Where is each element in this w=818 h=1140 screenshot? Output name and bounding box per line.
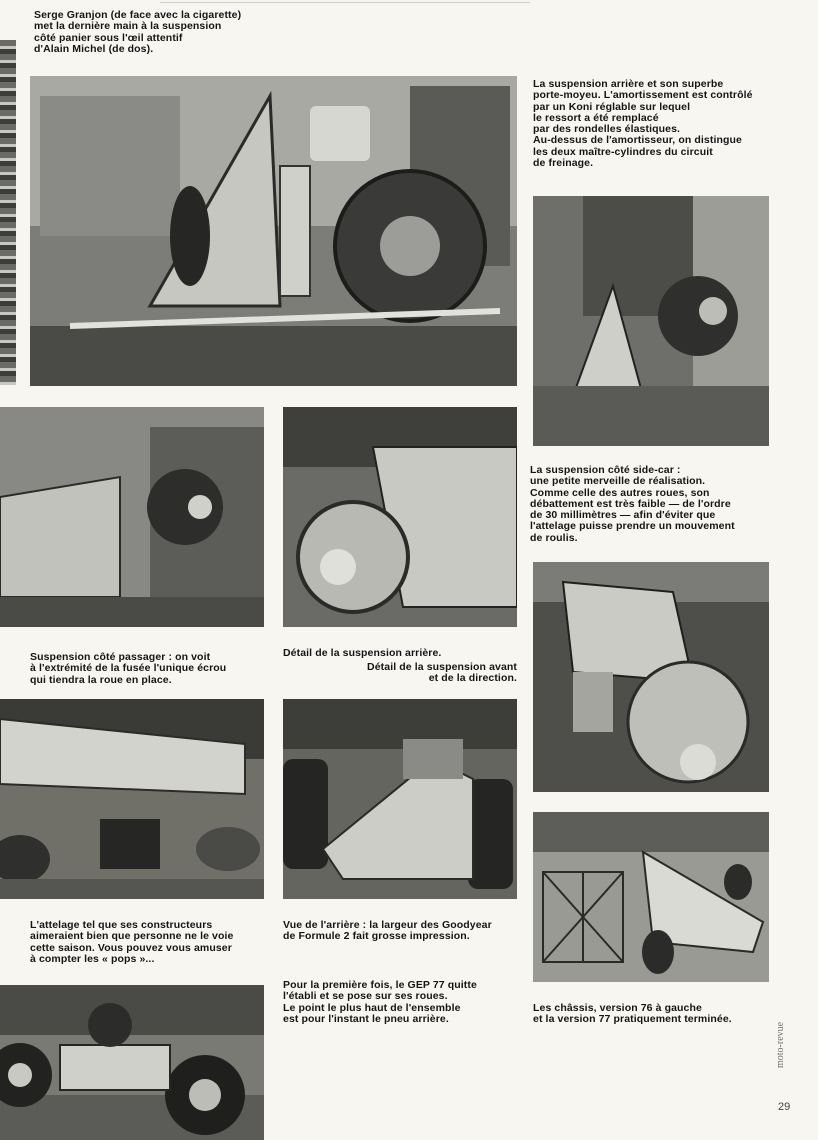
adjacent-page-edge	[0, 40, 16, 385]
caption-rear-view: Vue de l'arrière : la largeur des Goodyear de Formule 2 fait grosse impression.	[283, 919, 492, 943]
caption-sidecar-suspension: La suspension côté side-car : une petite merveille de réalisation. Comme celle des autres roues, son débattement est très faible — de l'ordre de 30 millimètres — afin d'éviter que l'attelage puisse prendre un mouvement de roulis.	[530, 464, 735, 544]
caption-chassis: Les châssis, version 76 à gauche et la version 77 pratiquement terminée.	[533, 1002, 732, 1026]
photo-chassis	[533, 812, 769, 982]
photo-passenger-suspension	[0, 407, 264, 627]
photo-workshop-suspension	[30, 76, 517, 386]
photo-attelage	[0, 699, 264, 899]
caption-rear-suspension: La suspension arrière et son superbe porte-moyeu. L'amortissement est contrôlé par un Koni réglable sur lequel le ressort a été remplacé par des rondelles élastiques. Au-dessus de l'amortisseur, on distingue les deux maître-cylindres du circuit de freinage.	[533, 78, 753, 170]
photo-gep77-on-wheels	[0, 985, 264, 1140]
caption-rear-detail: Détail de la suspension arrière.	[283, 647, 442, 659]
top-rule	[160, 2, 530, 3]
photo-rear-detail	[283, 407, 517, 627]
photo-sidecar-suspension	[533, 196, 769, 446]
photo-rear-view	[283, 699, 517, 899]
caption-first-time: Pour la première fois, le GEP 77 quitte l'établi et se pose sur ses roues. Le point le plus haut de l'ensemble est pour l'instant le pneu arrière.	[283, 979, 477, 1025]
caption-front-detail: Détail de la suspension avant et de la direction.	[367, 661, 517, 685]
caption-attelage: L'attelage tel que ses constructeurs aimeraient bien que personne ne le voie cette saison. Vous pouvez vous amuser à compter les « pops »...	[30, 919, 234, 965]
photo-front-detail	[533, 562, 769, 792]
page-number: 29	[778, 1101, 791, 1113]
magazine-brand: moto-revue	[775, 1021, 786, 1068]
caption-passenger-suspension: Suspension côté passager : on voit à l'extrémité de la fusée l'unique écrou qui tiendra la roue en place.	[30, 651, 227, 686]
caption-granjon: Serge Granjon (de face avec la cigarette) met la dernière main à la suspension côté panier sous l'œil attentif d'Alain Michel (de dos).	[34, 9, 242, 55]
